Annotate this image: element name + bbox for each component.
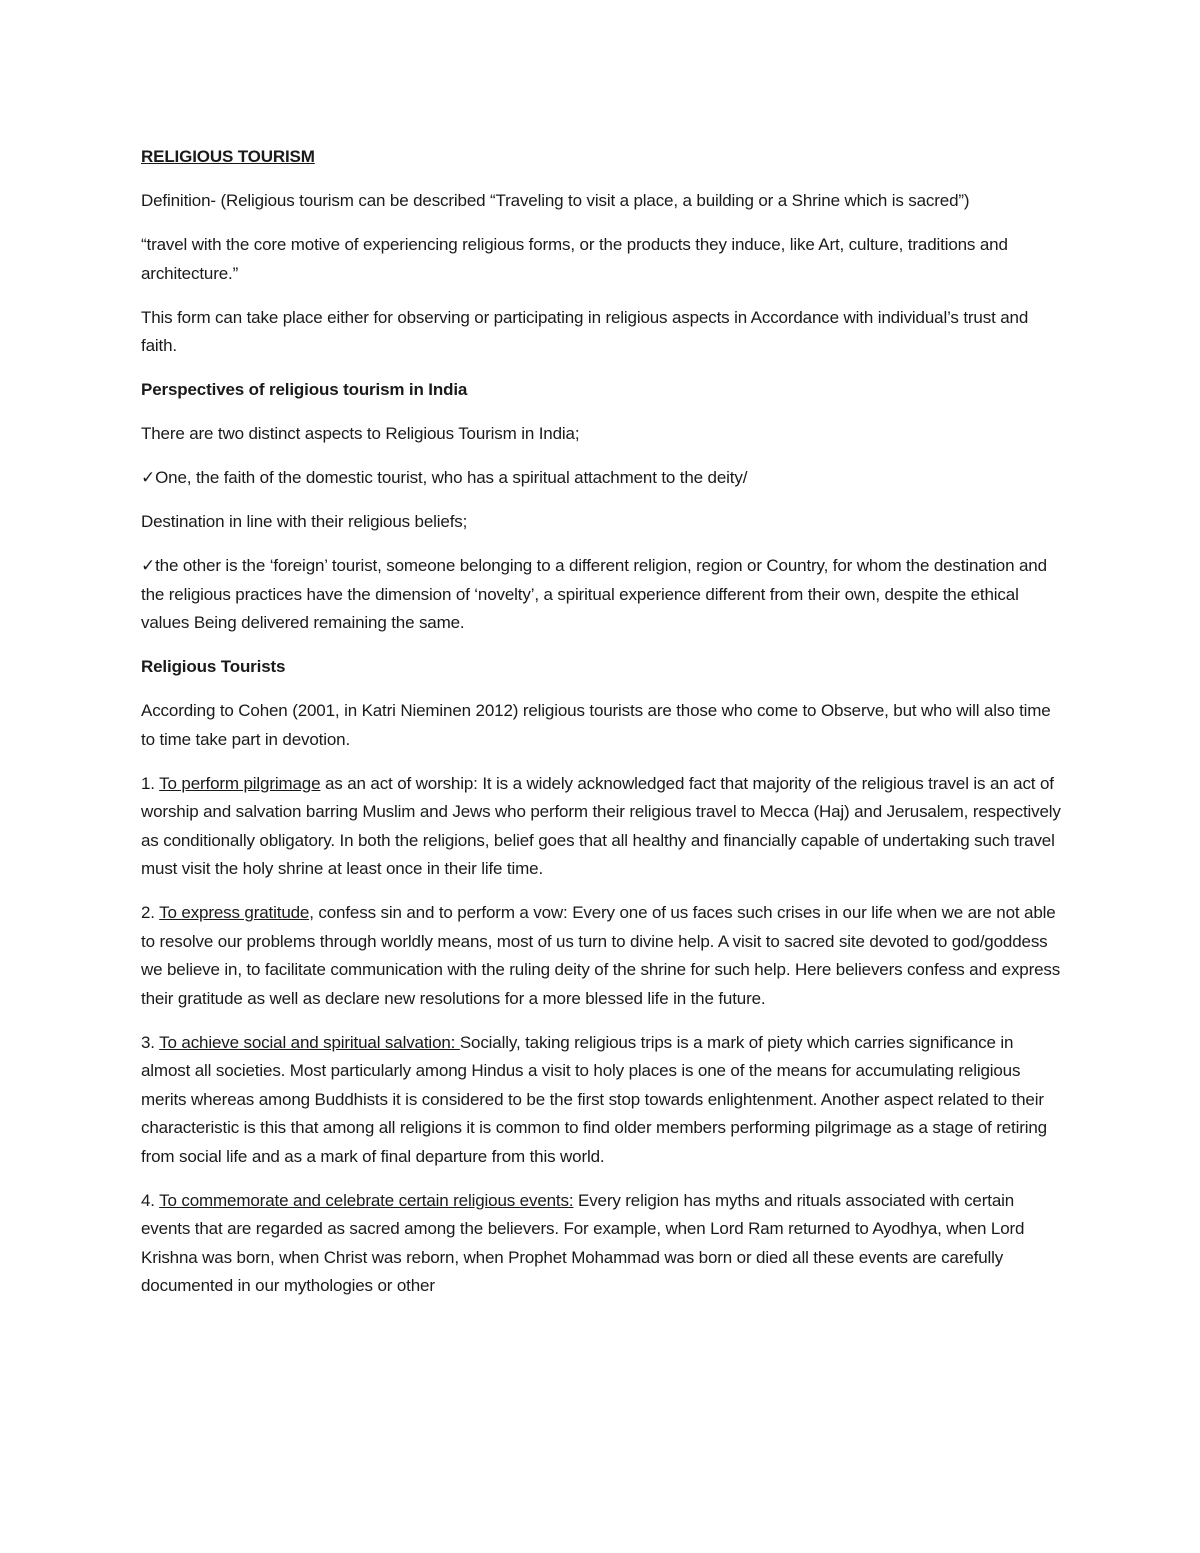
definition-paragraph: Definition- (Religious tourism can be described “Traveling to visit a place, a building or a Shrine which is sacred”) xyxy=(141,191,970,210)
check-mark-icon: ✓ xyxy=(141,468,156,487)
document-title: RELIGIOUS TOURISM xyxy=(141,147,315,166)
aspect-two-text: the other is the ‘foreign’ tourist, someone belonging to a different religion, region or Country, for whom the destination and the religious practices have the dimension of ‘novelty’, a spiritual experience different from their own, despite the ethical values Being delivered remaining the same. xyxy=(141,556,1047,632)
aspect-two xyxy=(141,552,1061,638)
point-text: Socially, taking religious trips is a mark of piety which carries significance in almost all societies. Most particularly among Hindus a visit to holy places is one of the means for accumulating religious merits whereas among Buddhists it is considered to be the first stop towards enlightenment. Another aspect related to their characteristic is this that among all religions it is common to find older members performing pilgrimage as a stage of retiring from social life and as a mark of final departure from this world. xyxy=(141,1032,1047,1166)
point-label: To achieve social and spiritual salvation: xyxy=(159,1032,460,1052)
document-page xyxy=(141,143,1061,1316)
point-1 xyxy=(141,770,1061,884)
quote-paragraph: “travel with the core motive of experiencing religious forms, or the products they induce, like Art, culture, traditions and architecture.” xyxy=(141,235,1008,283)
point-label: To express gratitude, xyxy=(159,903,314,922)
point-4 xyxy=(141,1187,1061,1301)
point-number: 3. xyxy=(141,1032,160,1052)
check-mark-icon: ✓ xyxy=(141,556,156,575)
point-number: 2. xyxy=(141,903,160,922)
aspect-one-text: One, the faith of the domestic tourist, who has a spiritual attachment to the deity/ xyxy=(155,468,748,487)
point-3 xyxy=(141,1029,1061,1172)
aspects-intro: There are two distinct aspects to Religious Tourism in India; xyxy=(141,424,580,443)
point-number: 4. xyxy=(141,1190,160,1210)
cohen-paragraph: According to Cohen (2001, in Katri Nieminen 2012) religious tourists are those who come to Observe, but who will also time to time take part in devotion. xyxy=(141,701,1051,749)
point-2 xyxy=(141,899,1061,1013)
point-label: To commemorate and celebrate certain religious events: xyxy=(159,1190,574,1210)
form-paragraph: This form can take place either for observing or participating in religious aspects in Accordance with individual’s trust and faith. xyxy=(141,307,1029,355)
tourists-heading: Religious Tourists xyxy=(141,657,286,676)
aspect-one xyxy=(141,464,1061,493)
perspectives-heading: Perspectives of religious tourism in India xyxy=(141,380,468,399)
point-text: as an act of worship: It is a widely acknowledged fact that majority of the religious travel is an act of worship and salvation barring Muslim and Jews who perform their religious travel to Mecca (Haj) and Jerusalem, respectively as conditionally obligatory. In both the religions, belief goes that all healthy and financially capable of undertaking such travel must visit the holy shrine at least once in their life time. xyxy=(141,773,1061,878)
point-number: 1. xyxy=(141,773,160,793)
aspect-one-continued: Destination in line with their religious beliefs; xyxy=(141,512,468,531)
point-text: confess sin and to perform a vow: Every one of us faces such crises in our life when we are not able to resolve our problems through worldly means, most of us turn to divine help. A visit to sacred site devoted to god/goddess we believe in, to facilitate communication with the ruling deity of the shrine for such help. Here believers confess and express their gratitude as well as declare new resolutions for a more blessed life in the future. xyxy=(141,903,1061,1008)
point-label: To perform pilgrimage xyxy=(159,773,321,793)
point-text: Every religion has myths and rituals associated with certain events that are regarded as sacred among the believers. For example, when Lord Ram returned to Ayodhya, when Lord Krishna was born, when Christ was reborn, when Prophet Mohammad was born or died all these events are carefully documented in our mythologies or other xyxy=(141,1190,1025,1295)
